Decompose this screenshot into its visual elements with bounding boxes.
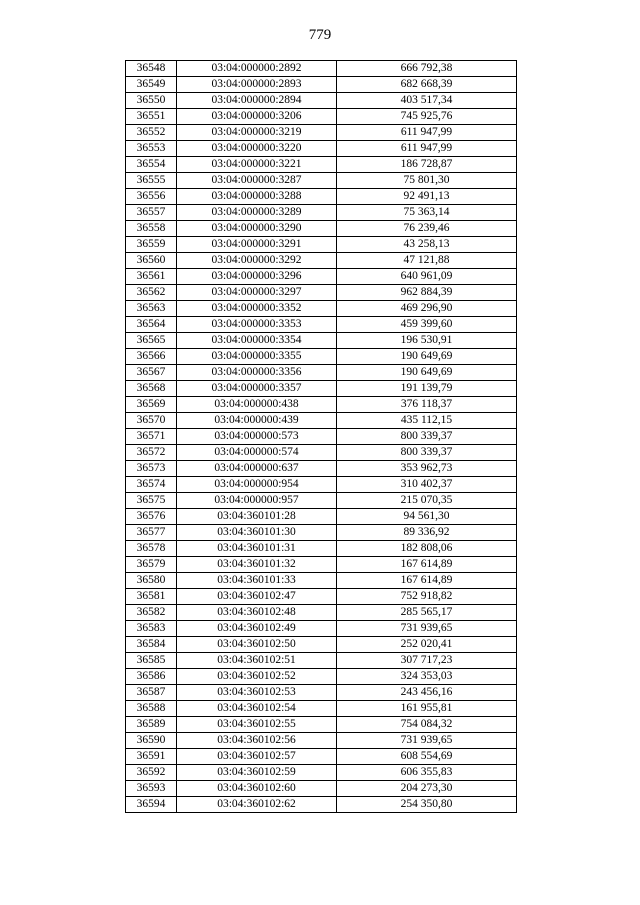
value-cell: 324 353,03 xyxy=(337,669,517,685)
cadastral-number-cell: 03:04:000000:3296 xyxy=(177,269,337,285)
table-row xyxy=(126,605,517,621)
row-number-cell: 36554 xyxy=(126,157,177,173)
row-number-cell: 36580 xyxy=(126,573,177,589)
table-row xyxy=(126,205,517,221)
table-row xyxy=(126,573,517,589)
table-row xyxy=(126,141,517,157)
table-row xyxy=(126,541,517,557)
table-row xyxy=(126,301,517,317)
row-number-cell: 36568 xyxy=(126,381,177,397)
cadastral-number-cell: 03:04:000000:3289 xyxy=(177,205,337,221)
table-row xyxy=(126,749,517,765)
table-row xyxy=(126,653,517,669)
cadastral-number-cell: 03:04:360102:51 xyxy=(177,653,337,669)
table-row xyxy=(126,781,517,797)
cadastral-number-cell: 03:04:000000:573 xyxy=(177,429,337,445)
cadastral-number-cell: 03:04:360101:28 xyxy=(177,509,337,525)
table-row xyxy=(126,237,517,253)
row-number-cell: 36549 xyxy=(126,77,177,93)
value-cell: 75 801,30 xyxy=(337,173,517,189)
value-cell: 167 614,89 xyxy=(337,557,517,573)
value-cell: 285 565,17 xyxy=(337,605,517,621)
row-number-cell: 36563 xyxy=(126,301,177,317)
table-row xyxy=(126,461,517,477)
row-number-cell: 36572 xyxy=(126,445,177,461)
table-row xyxy=(126,413,517,429)
row-number-cell: 36587 xyxy=(126,685,177,701)
cadastral-number-cell: 03:04:000000:954 xyxy=(177,477,337,493)
row-number-cell: 36552 xyxy=(126,125,177,141)
table-row xyxy=(126,429,517,445)
value-cell: 75 363,14 xyxy=(337,205,517,221)
table-row xyxy=(126,397,517,413)
cadastral-number-cell: 03:04:000000:3292 xyxy=(177,253,337,269)
row-number-cell: 36591 xyxy=(126,749,177,765)
value-cell: 243 456,16 xyxy=(337,685,517,701)
value-cell: 731 939,65 xyxy=(337,733,517,749)
row-number-cell: 36592 xyxy=(126,765,177,781)
cadastral-number-cell: 03:04:000000:438 xyxy=(177,397,337,413)
row-number-cell: 36581 xyxy=(126,589,177,605)
table-row xyxy=(126,269,517,285)
table-row xyxy=(126,333,517,349)
cadastral-number-cell: 03:04:000000:3352 xyxy=(177,301,337,317)
row-number-cell: 36571 xyxy=(126,429,177,445)
row-number-cell: 36551 xyxy=(126,109,177,125)
value-cell: 252 020,41 xyxy=(337,637,517,653)
row-number-cell: 36558 xyxy=(126,221,177,237)
value-cell: 752 918,82 xyxy=(337,589,517,605)
table-row xyxy=(126,733,517,749)
cadastral-number-cell: 03:04:000000:3297 xyxy=(177,285,337,301)
value-cell: 731 939,65 xyxy=(337,621,517,637)
row-number-cell: 36564 xyxy=(126,317,177,333)
value-cell: 606 355,83 xyxy=(337,765,517,781)
cadastral-number-cell: 03:04:360102:50 xyxy=(177,637,337,653)
cadastral-number-cell: 03:04:000000:3357 xyxy=(177,381,337,397)
cadastral-number-cell: 03:04:360101:30 xyxy=(177,525,337,541)
value-cell: 190 649,69 xyxy=(337,349,517,365)
row-number-cell: 36576 xyxy=(126,509,177,525)
row-number-cell: 36594 xyxy=(126,797,177,813)
table-row xyxy=(126,61,517,77)
table-row xyxy=(126,589,517,605)
value-cell: 745 925,76 xyxy=(337,109,517,125)
row-number-cell: 36585 xyxy=(126,653,177,669)
table-row xyxy=(126,509,517,525)
value-cell: 43 258,13 xyxy=(337,237,517,253)
value-cell: 403 517,34 xyxy=(337,93,517,109)
row-number-cell: 36548 xyxy=(126,61,177,77)
cadastral-number-cell: 03:04:000000:3288 xyxy=(177,189,337,205)
value-cell: 196 530,91 xyxy=(337,333,517,349)
cadastral-number-cell: 03:04:360102:54 xyxy=(177,701,337,717)
row-number-cell: 36583 xyxy=(126,621,177,637)
value-cell: 611 947,99 xyxy=(337,141,517,157)
row-number-cell: 36586 xyxy=(126,669,177,685)
row-number-cell: 36588 xyxy=(126,701,177,717)
value-cell: 353 962,73 xyxy=(337,461,517,477)
table-row xyxy=(126,685,517,701)
value-cell: 608 554,69 xyxy=(337,749,517,765)
row-number-cell: 36559 xyxy=(126,237,177,253)
registry-table-body xyxy=(126,61,517,813)
cadastral-number-cell: 03:04:360102:52 xyxy=(177,669,337,685)
row-number-cell: 36578 xyxy=(126,541,177,557)
row-number-cell: 36589 xyxy=(126,717,177,733)
cadastral-number-cell: 03:04:000000:3356 xyxy=(177,365,337,381)
row-number-cell: 36555 xyxy=(126,173,177,189)
cadastral-number-cell: 03:04:000000:574 xyxy=(177,445,337,461)
table-row xyxy=(126,189,517,205)
table-row xyxy=(126,477,517,493)
cadastral-number-cell: 03:04:360102:47 xyxy=(177,589,337,605)
row-number-cell: 36569 xyxy=(126,397,177,413)
value-cell: 459 399,60 xyxy=(337,317,517,333)
table-row xyxy=(126,637,517,653)
page-number: 779 xyxy=(308,27,332,43)
cadastral-number-cell: 03:04:000000:957 xyxy=(177,493,337,509)
cadastral-number-cell: 03:04:360102:49 xyxy=(177,621,337,637)
row-number-cell: 36593 xyxy=(126,781,177,797)
cadastral-number-cell: 03:04:000000:3287 xyxy=(177,173,337,189)
cadastral-number-cell: 03:04:000000:3354 xyxy=(177,333,337,349)
value-cell: 182 808,06 xyxy=(337,541,517,557)
row-number-cell: 36579 xyxy=(126,557,177,573)
table-row xyxy=(126,173,517,189)
table-row xyxy=(126,253,517,269)
registry-table xyxy=(125,60,517,813)
value-cell: 186 728,87 xyxy=(337,157,517,173)
row-number-cell: 36574 xyxy=(126,477,177,493)
cadastral-number-cell: 03:04:360102:57 xyxy=(177,749,337,765)
row-number-cell: 36573 xyxy=(126,461,177,477)
value-cell: 800 339,37 xyxy=(337,429,517,445)
value-cell: 640 961,09 xyxy=(337,269,517,285)
value-cell: 161 955,81 xyxy=(337,701,517,717)
row-number-cell: 36562 xyxy=(126,285,177,301)
value-cell: 469 296,90 xyxy=(337,301,517,317)
cadastral-number-cell: 03:04:000000:3355 xyxy=(177,349,337,365)
table-row xyxy=(126,557,517,573)
value-cell: 94 561,30 xyxy=(337,509,517,525)
cadastral-number-cell: 03:04:360101:33 xyxy=(177,573,337,589)
table-row xyxy=(126,765,517,781)
cadastral-number-cell: 03:04:000000:3221 xyxy=(177,157,337,173)
table-row xyxy=(126,493,517,509)
row-number-cell: 36570 xyxy=(126,413,177,429)
value-cell: 167 614,89 xyxy=(337,573,517,589)
row-number-cell: 36584 xyxy=(126,637,177,653)
cadastral-number-cell: 03:04:360102:48 xyxy=(177,605,337,621)
value-cell: 682 668,39 xyxy=(337,77,517,93)
cadastral-number-cell: 03:04:000000:439 xyxy=(177,413,337,429)
row-number-cell: 36561 xyxy=(126,269,177,285)
cadastral-number-cell: 03:04:360102:55 xyxy=(177,717,337,733)
cadastral-number-cell: 03:04:360101:32 xyxy=(177,557,337,573)
value-cell: 76 239,46 xyxy=(337,221,517,237)
cadastral-number-cell: 03:04:000000:3220 xyxy=(177,141,337,157)
value-cell: 962 884,39 xyxy=(337,285,517,301)
table-row xyxy=(126,525,517,541)
table-row xyxy=(126,381,517,397)
table-row xyxy=(126,669,517,685)
value-cell: 254 350,80 xyxy=(337,797,517,813)
value-cell: 310 402,37 xyxy=(337,477,517,493)
table-row xyxy=(126,349,517,365)
row-number-cell: 36577 xyxy=(126,525,177,541)
table-row xyxy=(126,77,517,93)
cadastral-number-cell: 03:04:000000:2893 xyxy=(177,77,337,93)
table-row xyxy=(126,157,517,173)
cadastral-number-cell: 03:04:000000:637 xyxy=(177,461,337,477)
row-number-cell: 36566 xyxy=(126,349,177,365)
value-cell: 92 491,13 xyxy=(337,189,517,205)
value-cell: 89 336,92 xyxy=(337,525,517,541)
row-number-cell: 36550 xyxy=(126,93,177,109)
table-row xyxy=(126,797,517,813)
cadastral-number-cell: 03:04:360102:62 xyxy=(177,797,337,813)
cadastral-number-cell: 03:04:360101:31 xyxy=(177,541,337,557)
row-number-cell: 36556 xyxy=(126,189,177,205)
table-row xyxy=(126,317,517,333)
table-row xyxy=(126,221,517,237)
row-number-cell: 36567 xyxy=(126,365,177,381)
value-cell: 191 139,79 xyxy=(337,381,517,397)
table-row xyxy=(126,109,517,125)
cadastral-number-cell: 03:04:360102:60 xyxy=(177,781,337,797)
cadastral-number-cell: 03:04:000000:2892 xyxy=(177,61,337,77)
row-number-cell: 36553 xyxy=(126,141,177,157)
value-cell: 190 649,69 xyxy=(337,365,517,381)
table-row xyxy=(126,621,517,637)
row-number-cell: 36557 xyxy=(126,205,177,221)
row-number-cell: 36575 xyxy=(126,493,177,509)
table-row xyxy=(126,93,517,109)
cadastral-number-cell: 03:04:000000:2894 xyxy=(177,93,337,109)
table-row xyxy=(126,285,517,301)
cadastral-number-cell: 03:04:000000:3219 xyxy=(177,125,337,141)
value-cell: 376 118,37 xyxy=(337,397,517,413)
cadastral-number-cell: 03:04:360102:59 xyxy=(177,765,337,781)
row-number-cell: 36582 xyxy=(126,605,177,621)
cadastral-number-cell: 03:04:360102:53 xyxy=(177,685,337,701)
value-cell: 754 084,32 xyxy=(337,717,517,733)
value-cell: 611 947,99 xyxy=(337,125,517,141)
row-number-cell: 36565 xyxy=(126,333,177,349)
table-row xyxy=(126,125,517,141)
value-cell: 666 792,38 xyxy=(337,61,517,77)
value-cell: 800 339,37 xyxy=(337,445,517,461)
table-row xyxy=(126,701,517,717)
value-cell: 435 112,15 xyxy=(337,413,517,429)
cadastral-number-cell: 03:04:000000:3206 xyxy=(177,109,337,125)
table-row xyxy=(126,445,517,461)
value-cell: 204 273,30 xyxy=(337,781,517,797)
table-row xyxy=(126,717,517,733)
value-cell: 215 070,35 xyxy=(337,493,517,509)
row-number-cell: 36560 xyxy=(126,253,177,269)
table-row xyxy=(126,365,517,381)
value-cell: 47 121,88 xyxy=(337,253,517,269)
cadastral-number-cell: 03:04:000000:3290 xyxy=(177,221,337,237)
cadastral-number-cell: 03:04:000000:3353 xyxy=(177,317,337,333)
row-number-cell: 36590 xyxy=(126,733,177,749)
value-cell: 307 717,23 xyxy=(337,653,517,669)
cadastral-number-cell: 03:04:000000:3291 xyxy=(177,237,337,253)
cadastral-number-cell: 03:04:360102:56 xyxy=(177,733,337,749)
